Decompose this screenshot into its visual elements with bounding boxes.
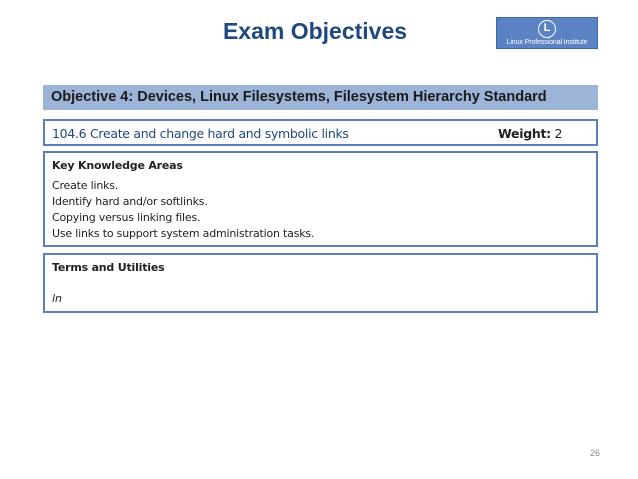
lpi-logo-text: Linux Professional Institute [506,39,588,46]
knowledge-areas-list [52,178,314,242]
subtopic-title: 104.6 Create and change hard and symbolic links [52,126,349,141]
slide-title: Exam Objectives [222,18,408,44]
knowledge-areas-heading: Key Knowledge Areas [52,159,183,172]
terms-utilities-heading: Terms and Utilities [52,261,165,274]
subtopic-weight [498,126,562,141]
lpi-logo [496,17,598,49]
knowledge-areas-box [43,151,598,247]
objective-banner: Objective 4: Devices, Linux Filesystems, Filesystem Hierarchy Standard [43,85,598,110]
weight-value: 2 [554,126,563,141]
knowledge-item: Use links to support system administration tasks. [52,227,315,240]
lpi-logo-icon: L [538,20,556,38]
knowledge-item: Copying versus linking files. [52,211,201,224]
term-item: ln [52,292,63,305]
knowledge-item: Identify hard and/or softlinks. [52,195,208,208]
weight-label: Weight: [498,126,551,141]
subtopic-header [43,119,598,146]
knowledge-item: Create links. [52,179,119,192]
page-number: 26 [589,448,600,458]
terms-utilities-box [43,253,598,313]
